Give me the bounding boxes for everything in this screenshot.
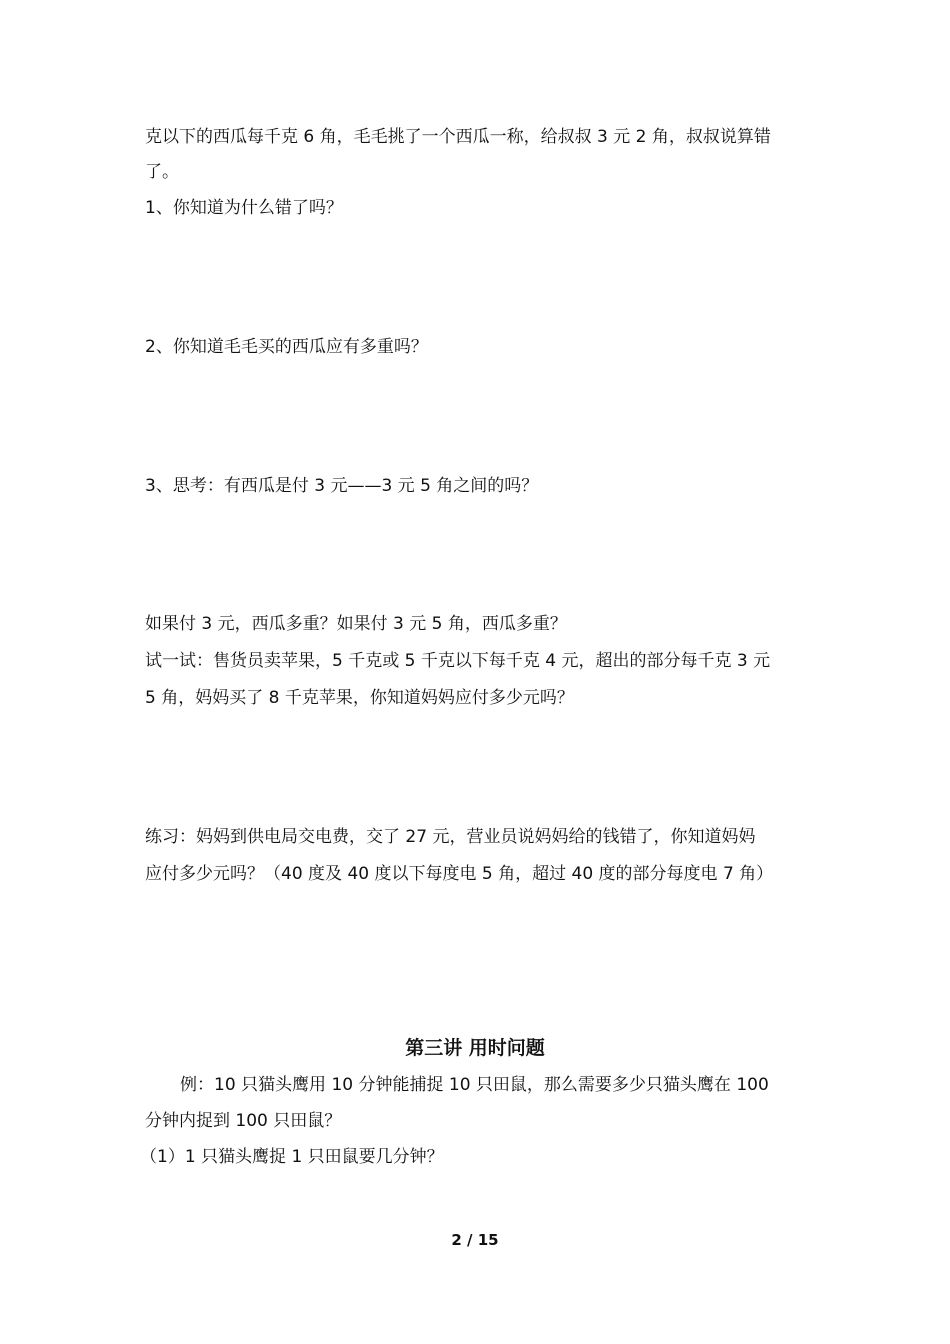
question-1: 1、你知道为什么错了吗？ <box>145 198 343 218</box>
practice-line: 练习：妈妈到供电局交电费，交了 27 元，营业员说妈妈给的钱错了，你知道妈妈 <box>145 827 756 847</box>
paragraph-line: 了。 <box>145 162 179 182</box>
followup-question: 如果付 3 元，西瓜多重？如果付 3 元 5 角，西瓜多重？ <box>145 614 567 634</box>
page-number: 2 / 15 <box>451 1231 499 1249</box>
paragraph-line: 克以下的西瓜每千克 6 角，毛毛挑了一个西瓜一称，给叔叔 3 元 2 角，叔叔说算错 <box>145 127 771 147</box>
question-2: 2、你知道毛毛买的西瓜应有多重吗？ <box>145 337 428 357</box>
example-line: 分钟内捉到 100 只田鼠？ <box>145 1111 342 1131</box>
practice-line: 应付多少元吗？（40 度及 40 度以下每度电 5 角，超过 40 度的部分每度电 7 角） <box>145 864 774 884</box>
sub-question: （1）1 只猫头鹰捉 1 只田鼠要几分钟？ <box>140 1147 444 1167</box>
try-it-line: 5 角，妈妈买了 8 千克苹果，你知道妈妈应付多少元吗？ <box>145 688 574 708</box>
example-line: 例：10 只猫头鹰用 10 分钟能捕捉 10 只田鼠，那么需要多少只猫头鹰在 100 <box>180 1075 769 1095</box>
lecture-title: 第三讲 用时问题 <box>405 1037 545 1059</box>
try-it-line: 试一试：售货员卖苹果，5 千克或 5 千克以下每千克 4 元，超出的部分每千克 3 元 <box>145 651 771 671</box>
question-3: 3、思考：有西瓜是付 3 元——3 元 5 角之间的吗？ <box>145 476 539 496</box>
